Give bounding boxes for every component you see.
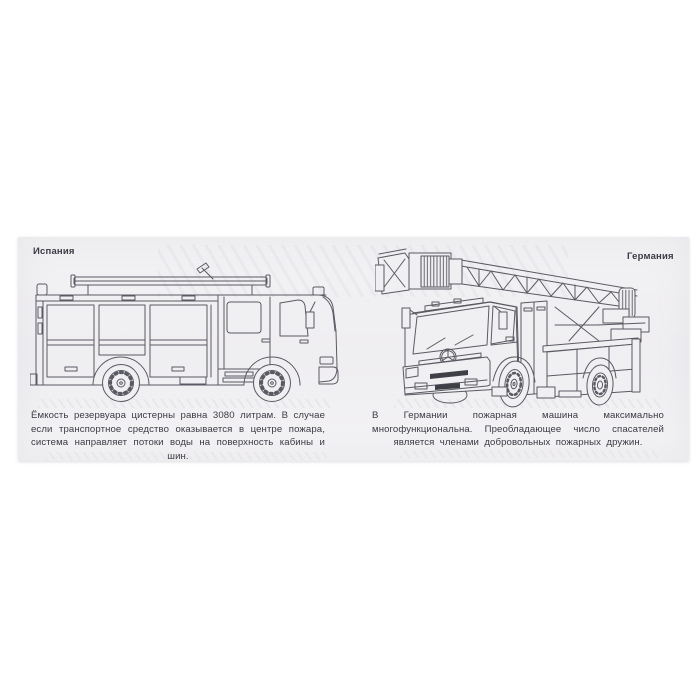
country-label-germany: Германия — [627, 251, 674, 262]
caption-spain: Ёмкость резервуара цистерны равна 3080 литрам. В случае если транспортное средство оказывается в центре пожара, система направляет потоки воды на поверхность кабины и шин. — [31, 410, 325, 462]
country-label-spain: Испания — [33, 246, 75, 257]
book-page — [18, 237, 689, 461]
caption-germany: В Германии пожарная машина максимально многофункциональна. Преобладающее число спасателей является членами добровольных пожарных дружин. — [372, 410, 664, 449]
print-show-through — [400, 450, 658, 458]
germany-ladder-truck-illustration — [375, 245, 665, 410]
spain-fire-engine-illustration — [30, 255, 342, 405]
